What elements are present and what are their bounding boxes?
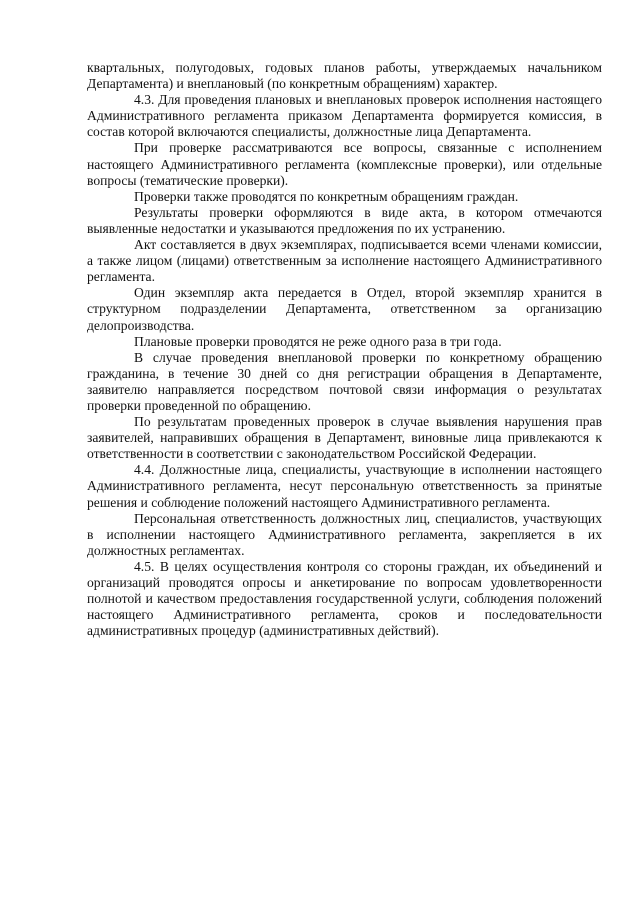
paragraph-4-5: 4.5. В целях осуществления контроля со стороны граждан, их объединений и организаций проводятся опросы и анкетирование по вопросам удовлетворенности полнотой и качеством предоставления государственной услуги, соблюдения положений настоящего Административного регламента, сроков и последовательности административных процедур (административных действий). xyxy=(87,558,602,639)
document-body xyxy=(87,60,602,639)
paragraph-continuation: квартальных, полугодовых, годовых планов работы, утверждаемых начальником Департамента) и внеплановый (по конкретным обращениям) характер. xyxy=(87,60,602,92)
paragraph: В случае проведения внеплановой проверки по конкретному обращению гражданина, в течение 30 дней со дня регистрации обращения в Департаменте, заявителю направляется посредством почтовой связи информация о результатах проверки проведенной по обращению. xyxy=(87,349,602,413)
paragraph-4-3: 4.3. Для проведения плановых и внеплановых проверок исполнения настоящего Административного регламента приказом Департамента формируется комиссия, в состав которой включаются специалисты, должностные лица Департамента. xyxy=(87,92,602,140)
paragraph: Результаты проверки оформляются в виде акта, в котором отмечаются выявленные недостатки и указываются предложения по их устранению. xyxy=(87,204,602,236)
paragraph-4-4: 4.4. Должностные лица, специалисты, участвующие в исполнении настоящего Административного регламента, несут персональную ответственность за принятые решения и соблюдение положений настоящего Административного регламента. xyxy=(87,462,602,510)
paragraph: Акт составляется в двух экземплярах, подписывается всеми членами комиссии, а также лицом (лицами) ответственным за исполнение настоящего Административного регламента. xyxy=(87,237,602,285)
paragraph: Персональная ответственность должностных лиц, специалистов, участвующих в исполнении настоящего Административного регламента, закрепляется в их должностных регламентах. xyxy=(87,510,602,558)
paragraph: Один экземпляр акта передается в Отдел, второй экземпляр хранится в структурном подразделении Департамента, ответственном за организацию делопроизводства. xyxy=(87,285,602,333)
paragraph: Проверки также проводятся по конкретным обращениям граждан. xyxy=(134,188,519,204)
paragraph: При проверке рассматриваются все вопросы, связанные с исполнением настоящего Административного регламента (комплексные проверки), или отдельные вопросы (тематические проверки). xyxy=(87,140,602,188)
paragraph: Плановые проверки проводятся не реже одного раза в три года. xyxy=(134,333,502,349)
paragraph: По результатам проведенных проверок в случае выявления нарушения прав заявителей, направивших обращения в Департамент, виновные лица привлекаются к ответственности в соответствии с законодательством Российской Федерации. xyxy=(87,414,602,462)
